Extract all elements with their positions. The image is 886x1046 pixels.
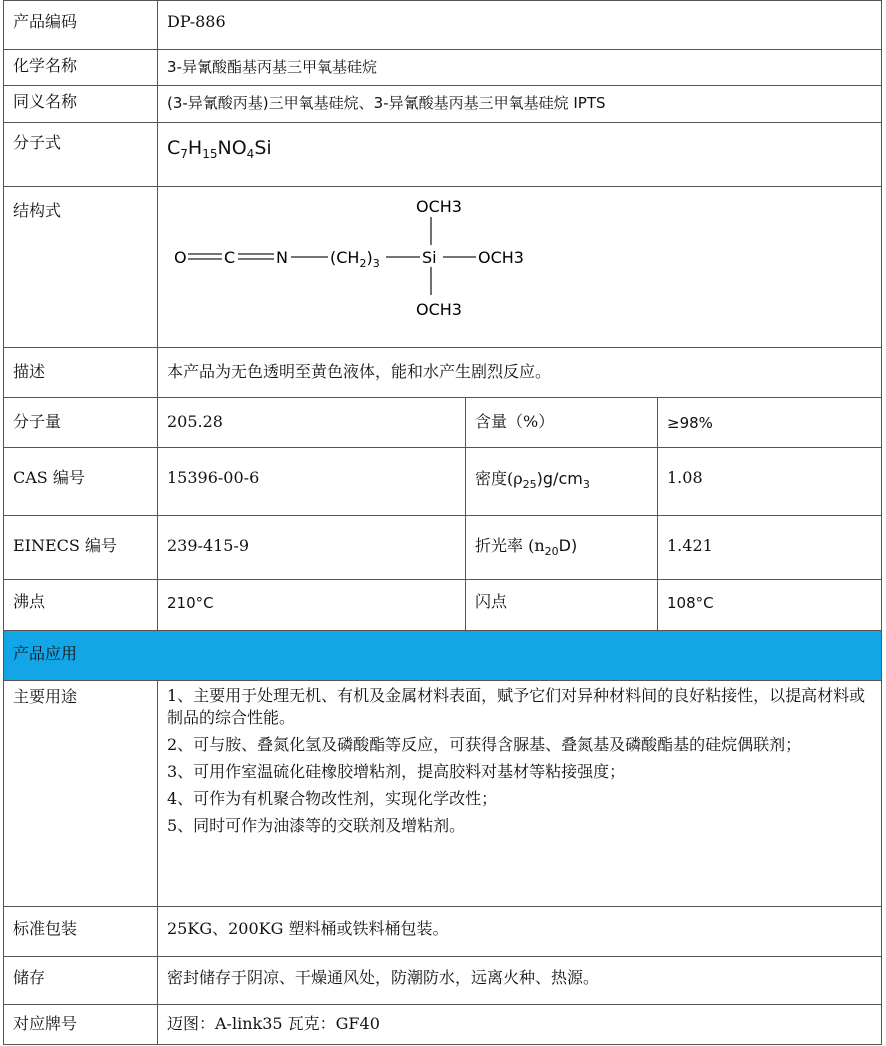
label-density: 密度$(\rho_{25})g/cm_3$ (465, 448, 657, 515)
usage-item-4: 4、可作为有机聚合物改性剂，实现化学改性； (167, 789, 498, 808)
table-bottom-border (3, 1044, 882, 1045)
row-synonym (3, 85, 882, 122)
structure-diagram-cell (157, 187, 882, 347)
group-och3-right: OCH3 (478, 248, 524, 267)
row-cas (3, 447, 882, 515)
row-product-code (3, 0, 882, 49)
label-molecular-weight: 分子量 (3, 398, 157, 447)
value-description: 本产品为无色透明至黄色液体，能和水产生剧烈反应。 (157, 348, 882, 397)
row-brands (3, 1004, 882, 1045)
value-content: ≥98% (657, 398, 882, 447)
label-boiling-point: 沸点 (3, 580, 157, 630)
label-brands: 对应牌号 (3, 1005, 157, 1045)
label-molecular-formula: 分子式 (3, 123, 157, 186)
label-content: 含量（%） (465, 398, 657, 447)
value-storage: 密封储存于阴凉、干燥通风处，防潮防水，远离火种、热源。 (157, 957, 882, 1004)
label-chemical-name: 化学名称 (3, 50, 157, 85)
label-main-usage: 主要用途 (3, 681, 157, 906)
propyl-chain: $(CH_2)_3$ (330, 248, 380, 270)
value-boiling-point: 210°C (157, 580, 465, 630)
row-description (3, 347, 882, 397)
atom-n: N (276, 248, 288, 267)
usage-item-3: 3、可用作室温硫化硅橡胶增粘剂，提高胶料对基材等粘接强度； (167, 762, 626, 781)
row-chemical-name (3, 49, 882, 85)
usage-list (157, 681, 882, 906)
value-brands: 迈图：A-link35 瓦克：GF40 (157, 1005, 882, 1045)
label-cas: CAS 编号 (3, 448, 157, 515)
value-synonym: (3-异氰酸丙基)三甲氧基硅烷、3-异氰酸基丙基三甲氧基硅烷 IPTS (157, 86, 882, 122)
group-och3-bottom: OCH3 (416, 300, 462, 319)
product-spec-table (3, 0, 882, 1045)
value-packaging: 25KG、200KG 塑料桶或铁料桶包装。 (157, 907, 882, 956)
value-density: 1.08 (657, 448, 882, 515)
section-product-application (3, 630, 882, 680)
section-title: 产品应用 (3, 631, 882, 680)
label-structural-formula: 结构式 (3, 187, 157, 347)
value-product-code: DP-886 (157, 1, 882, 49)
label-einecs: EINECS 编号 (3, 516, 157, 579)
value-chemical-name: 3-异氰酸酯基丙基三甲氧基硅烷 (157, 50, 882, 85)
label-product-code: 产品编码 (3, 1, 157, 49)
usage-item-1: 1、主要用于处理无机、有机及金属材料表面，赋予它们对异种材料间的良好粘接性，以提高材料或制品的综合性能。 (167, 686, 866, 727)
row-boiling-point (3, 579, 882, 630)
group-och3-top: OCH3 (416, 197, 462, 216)
structure-diagram (158, 187, 558, 347)
value-flash-point: 108°C (657, 580, 882, 630)
atom-o: O (174, 248, 187, 267)
usage-item-5: 5、同时可作为油漆等的交联剂及增粘剂。 (167, 816, 466, 835)
value-refractive-index: 1.421 (657, 516, 882, 579)
usage-item-2: 2、可与胺、叠氮化氢及磷酸酯等反应，可获得含脲基、叠氮基及磷酸酯基的硅烷偶联剂； (167, 735, 802, 754)
row-storage (3, 956, 882, 1004)
label-storage: 储存 (3, 957, 157, 1004)
value-molecular-formula: $C_7H_{15}NO_4Si$ (157, 123, 882, 186)
row-einecs (3, 515, 882, 579)
label-flash-point: 闪点 (465, 580, 657, 630)
value-cas: 15396-00-6 (157, 448, 465, 515)
label-synonym: 同义名称 (3, 86, 157, 122)
atom-c: C (224, 248, 236, 267)
label-packaging: 标准包装 (3, 907, 157, 956)
row-packaging (3, 906, 882, 956)
row-molecular-weight (3, 397, 882, 447)
value-einecs: 239-415-9 (157, 516, 465, 579)
row-molecular-formula (3, 122, 882, 186)
label-refractive-index: 折光率 $(n_{20}D)$ (465, 516, 657, 579)
row-main-usage (3, 680, 882, 906)
atom-si: Si (422, 248, 437, 267)
label-description: 描述 (3, 348, 157, 397)
value-molecular-weight: 205.28 (157, 398, 465, 447)
row-structural-formula (3, 186, 882, 347)
